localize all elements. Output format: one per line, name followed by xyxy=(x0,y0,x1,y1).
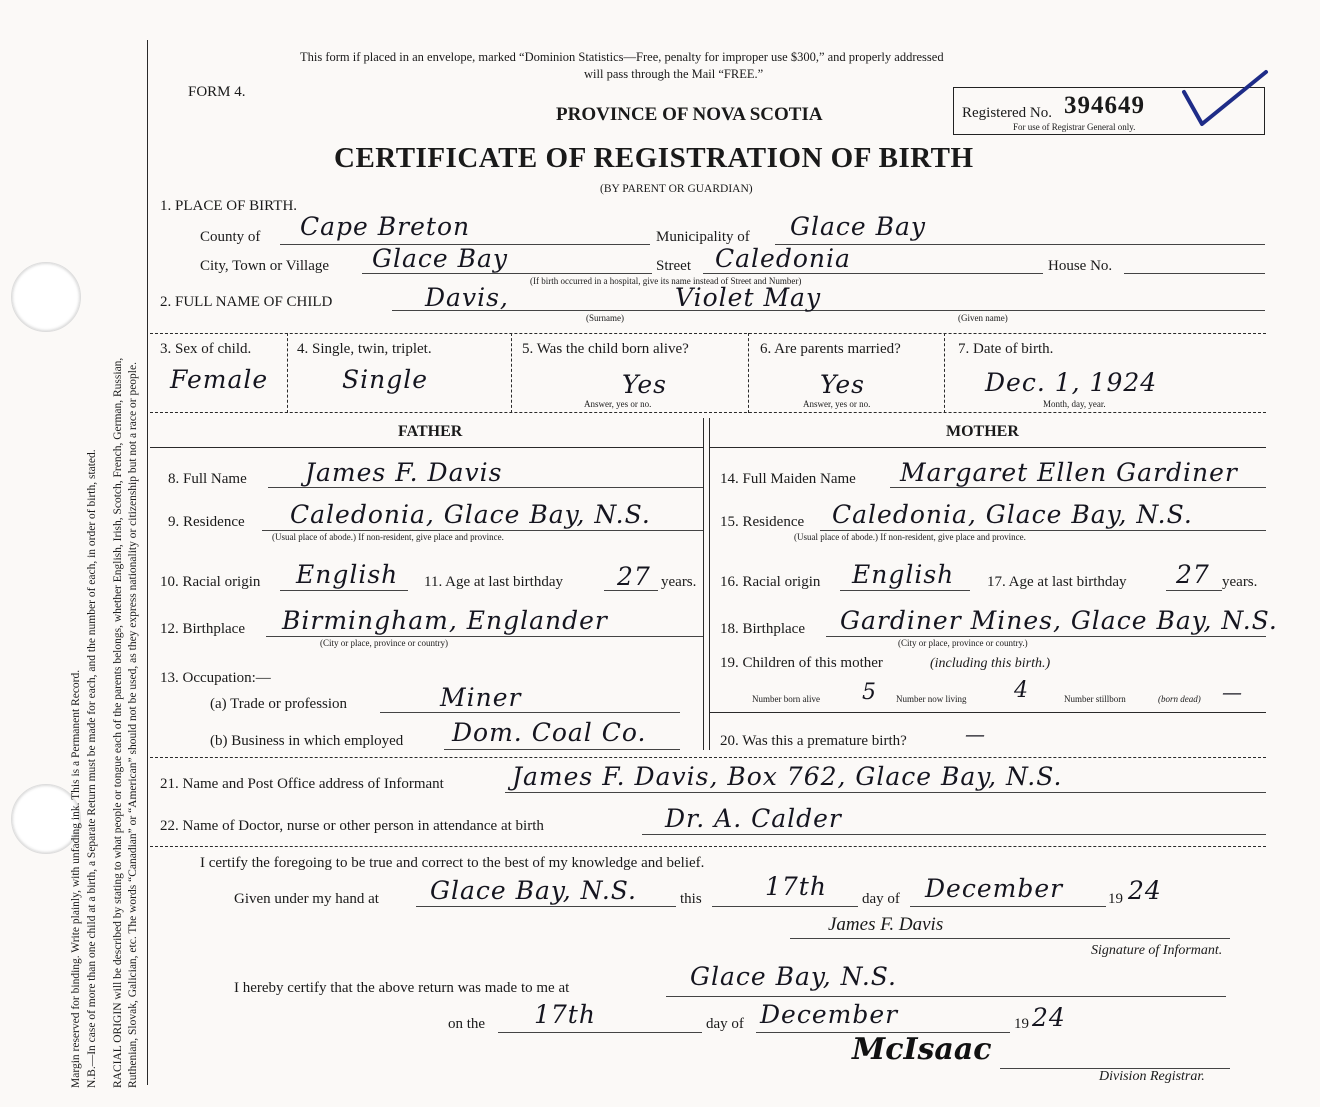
informant-signature-caption: Signature of Informant. xyxy=(1091,943,1223,958)
postal-note-line-1: This form if placed in an envelope, marked “Dominion Statistics—Free, penalty for improper use $300,” and properly addressed xyxy=(300,50,944,64)
certify-text: I certify the foregoing to be true and correct to the best of my knowledge and belief. xyxy=(200,855,705,871)
father-name-line xyxy=(268,487,703,488)
row3-divider-2 xyxy=(511,333,512,413)
registrar-month-value: December xyxy=(760,1000,899,1029)
binding-margin-line xyxy=(147,40,148,1085)
sex-label: 3. Sex of child. xyxy=(160,341,252,357)
given-dayof-label: day of xyxy=(862,891,900,907)
street-line xyxy=(703,273,1043,274)
given-place-value: Glace Bay, N.S. xyxy=(430,876,637,905)
street-value: Caledonia xyxy=(715,244,851,273)
doctor-line xyxy=(642,834,1266,835)
single-twin-label: 4. Single, twin, triplet. xyxy=(297,341,432,357)
father-birthplace-label: 12. Birthplace xyxy=(160,621,245,637)
mother-heading-rule xyxy=(709,447,1266,448)
father-racial-label: 10. Racial origin xyxy=(160,574,261,590)
registrar-signature-caption: Division Registrar. xyxy=(1099,1069,1205,1084)
mother-birthplace-line xyxy=(826,636,1266,637)
stillborn-label: Number stillborn xyxy=(1064,694,1126,704)
now-living-value: 4 xyxy=(1014,678,1029,703)
given-place-line xyxy=(416,906,676,907)
father-residence-line xyxy=(262,530,703,531)
registered-label: Registered No. xyxy=(962,105,1052,121)
house-line xyxy=(1124,273,1265,274)
side-note-2: N.B.—In case of more than one child at a birth, a Separate Return must be made for each, and the number of each, in order of birth, stated. xyxy=(86,449,98,1088)
registrar-place-line xyxy=(666,996,1226,997)
side-note-3: RACIAL ORIGIN will be described by stating to what people or tongue each of the parents belongs, whether English, Irish, Scotch, French, German, Russian, xyxy=(112,357,124,1088)
province-heading: PROVINCE OF NOVA SCOTIA xyxy=(556,104,823,125)
county-label: County of xyxy=(200,229,261,245)
given-day-line xyxy=(712,906,858,907)
child-name-line xyxy=(392,310,1265,311)
registrar-day-line xyxy=(498,1032,702,1033)
mother-age-value: 27 xyxy=(1176,560,1210,589)
city-value: Glace Bay xyxy=(372,244,509,273)
mother-children-label: 19. Children of this mother xyxy=(720,655,883,671)
stillborn-value: — xyxy=(1222,680,1243,704)
father-business-label: (b) Business in which employed xyxy=(210,733,404,749)
born-alive-count-value: 5 xyxy=(862,680,877,705)
given-month-line xyxy=(910,906,1106,907)
father-birthplace-line xyxy=(266,636,703,637)
father-birthplace-caption: (City or place, province or country) xyxy=(320,638,448,648)
now-living-label: Number now living xyxy=(896,694,967,704)
father-name-label: 8. Full Name xyxy=(168,471,247,487)
mother-racial-line xyxy=(840,590,970,591)
doctor-value: Dr. A. Calder xyxy=(665,804,842,833)
surname-caption: (Surname) xyxy=(586,313,624,323)
city-label: City, Town or Village xyxy=(200,258,330,274)
father-age-value: 27 xyxy=(617,562,651,591)
father-residence-value: Caledonia, Glace Bay, N.S. xyxy=(290,500,651,529)
given-day-value: 17th xyxy=(765,872,827,901)
row3-divider-3 xyxy=(748,333,749,413)
given-year-value: 24 xyxy=(1128,876,1162,905)
informant-signature-line xyxy=(790,938,1230,939)
born-alive-label: 5. Was the child born alive? xyxy=(522,341,689,357)
side-note-4: Ruthenian, Slovak, Galician, etc. The words “Canadian” or “American” should not be used, as they express nationality or citizenship but not a race or people. xyxy=(127,362,139,1088)
certificate-title: CERTIFICATE OF REGISTRATION OF BIRTH xyxy=(334,142,974,174)
postal-note-line-2: will pass through the Mail “FREE.” xyxy=(584,67,764,81)
mother-birthplace-value: Gardiner Mines, Glace Bay, N.S. xyxy=(840,606,1278,635)
father-residence-label: 9. Residence xyxy=(168,514,245,530)
informant-line xyxy=(505,792,1266,793)
mother-name-label: 14. Full Maiden Name xyxy=(720,471,856,487)
father-years-label: years. xyxy=(661,574,697,590)
registrar-year-prefix: 19 xyxy=(1014,1016,1029,1032)
mother-racial-label: 16. Racial origin xyxy=(720,574,821,590)
informant-label: 21. Name and Post Office address of Informant xyxy=(160,776,444,792)
single-twin-value: Single xyxy=(342,365,429,394)
registered-number: 394649 xyxy=(1064,92,1145,119)
registrar-dayof-label: day of xyxy=(706,1016,744,1032)
form-number: FORM 4. xyxy=(188,84,246,100)
child-name-label: 2. FULL NAME OF CHILD xyxy=(160,294,333,310)
municipality-value: Glace Bay xyxy=(790,212,927,241)
this-label: this xyxy=(680,891,702,907)
father-racial-line xyxy=(280,590,408,591)
given-month-value: December xyxy=(925,874,1064,903)
row3-divider-1 xyxy=(287,333,288,413)
mother-children-rule xyxy=(709,712,1266,713)
registrar-certify-text: I hereby certify that the above return was made to me at xyxy=(234,980,570,996)
father-racial-value: English xyxy=(296,560,399,589)
mother-birthplace-label: 18. Birthplace xyxy=(720,621,805,637)
informant-top-border xyxy=(150,757,1266,758)
doctor-label: 22. Name of Doctor, nurse or other person in attendance at birth xyxy=(160,818,544,834)
mother-age-line xyxy=(1166,590,1222,591)
child-given-name: Violet May xyxy=(675,283,822,312)
father-age-label: 11. Age at last birthday xyxy=(424,574,563,590)
born-alive-count-label: Number born alive xyxy=(752,694,820,704)
informant-value: James F. Davis, Box 762, Glace Bay, N.S. xyxy=(512,762,1063,791)
father-heading-rule xyxy=(150,447,703,448)
street-label: Street xyxy=(656,258,691,274)
registrar-place-value: Glace Bay, N.S. xyxy=(690,962,897,991)
premature-value: — xyxy=(965,722,986,746)
registrar-signature: McIsaac xyxy=(852,1032,992,1067)
check-mark-icon xyxy=(1180,68,1270,132)
mother-residence-value: Caledonia, Glace Bay, N.S. xyxy=(832,500,1193,529)
registrar-note: For use of Registrar General only. xyxy=(1013,122,1136,132)
mother-birthplace-caption: (City or place, province or country.) xyxy=(898,638,1028,648)
married-label: 6. Are parents married? xyxy=(760,341,901,357)
row3-top-border xyxy=(150,333,1266,334)
row3-bottom-border xyxy=(150,412,1266,413)
certification-top-border xyxy=(150,846,1266,847)
father-birthplace-value: Birmingham, Englander xyxy=(282,606,608,635)
city-line xyxy=(362,273,652,274)
parents-divider-right xyxy=(709,418,710,750)
mother-name-line xyxy=(890,487,1266,488)
dob-caption: Month, day, year. xyxy=(1043,399,1106,409)
side-note-1: Margin reserved for binding. Write plainly, with unfading ink. This is a Permanent Record. xyxy=(70,669,82,1088)
born-alive-value: Yes xyxy=(622,370,667,399)
county-value: Cape Breton xyxy=(300,212,471,241)
dob-value: Dec. 1, 1924 xyxy=(985,368,1158,397)
father-trade-value: Miner xyxy=(440,683,522,712)
mother-children-note: (including this birth.) xyxy=(930,656,1051,671)
informant-signature: James F. Davis xyxy=(828,914,944,935)
mother-racial-value: English xyxy=(852,560,955,589)
dob-label: 7. Date of birth. xyxy=(958,341,1054,357)
given-label: Given under my hand at xyxy=(234,891,379,907)
father-heading: FATHER xyxy=(398,423,463,440)
father-occupation-label: 13. Occupation:— xyxy=(160,670,271,686)
municipality-label: Municipality of xyxy=(656,229,750,245)
mother-residence-label: 15. Residence xyxy=(720,514,805,530)
mother-name-value: Margaret Ellen Gardiner xyxy=(900,458,1238,487)
sex-value: Female xyxy=(170,365,269,394)
house-label: House No. xyxy=(1048,258,1113,274)
binding-hole-top xyxy=(11,262,81,332)
married-caption: Answer, yes or no. xyxy=(803,399,871,409)
registrar-day-value: 17th xyxy=(534,1000,596,1029)
born-alive-caption: Answer, yes or no. xyxy=(584,399,652,409)
mother-heading: MOTHER xyxy=(946,423,1019,440)
father-business-value: Dom. Coal Co. xyxy=(452,718,647,747)
father-trade-label: (a) Trade or profession xyxy=(210,696,348,712)
hospital-note: (If birth occurred in a hospital, give its name instead of Street and Number) xyxy=(530,276,802,286)
child-surname: Davis, xyxy=(425,283,509,312)
row3-divider-4 xyxy=(944,333,945,413)
father-business-line xyxy=(444,749,680,750)
stillborn-note: (born dead) xyxy=(1158,694,1201,704)
mother-age-label: 17. Age at last birthday xyxy=(987,574,1127,590)
father-name-value: James F. Davis xyxy=(305,458,503,487)
married-value: Yes xyxy=(820,370,865,399)
place-heading: 1. PLACE OF BIRTH. xyxy=(160,198,298,214)
father-residence-caption: (Usual place of abode.) If non-resident, give place and province. xyxy=(272,532,504,542)
certificate-subtitle: (BY PARENT OR GUARDIAN) xyxy=(600,183,753,195)
parents-divider-left xyxy=(703,418,704,750)
premature-label: 20. Was this a premature birth? xyxy=(720,733,907,749)
registrar-year-value: 24 xyxy=(1032,1003,1066,1032)
father-trade-line xyxy=(380,712,680,713)
mother-years-label: years. xyxy=(1222,574,1258,590)
given-name-caption: (Given name) xyxy=(958,313,1008,323)
mother-residence-line xyxy=(820,530,1266,531)
on-the-label: on the xyxy=(448,1016,486,1032)
mother-residence-caption: (Usual place of abode.) If non-resident, give place and province. xyxy=(794,532,1026,542)
given-year-prefix: 19 xyxy=(1108,891,1123,907)
